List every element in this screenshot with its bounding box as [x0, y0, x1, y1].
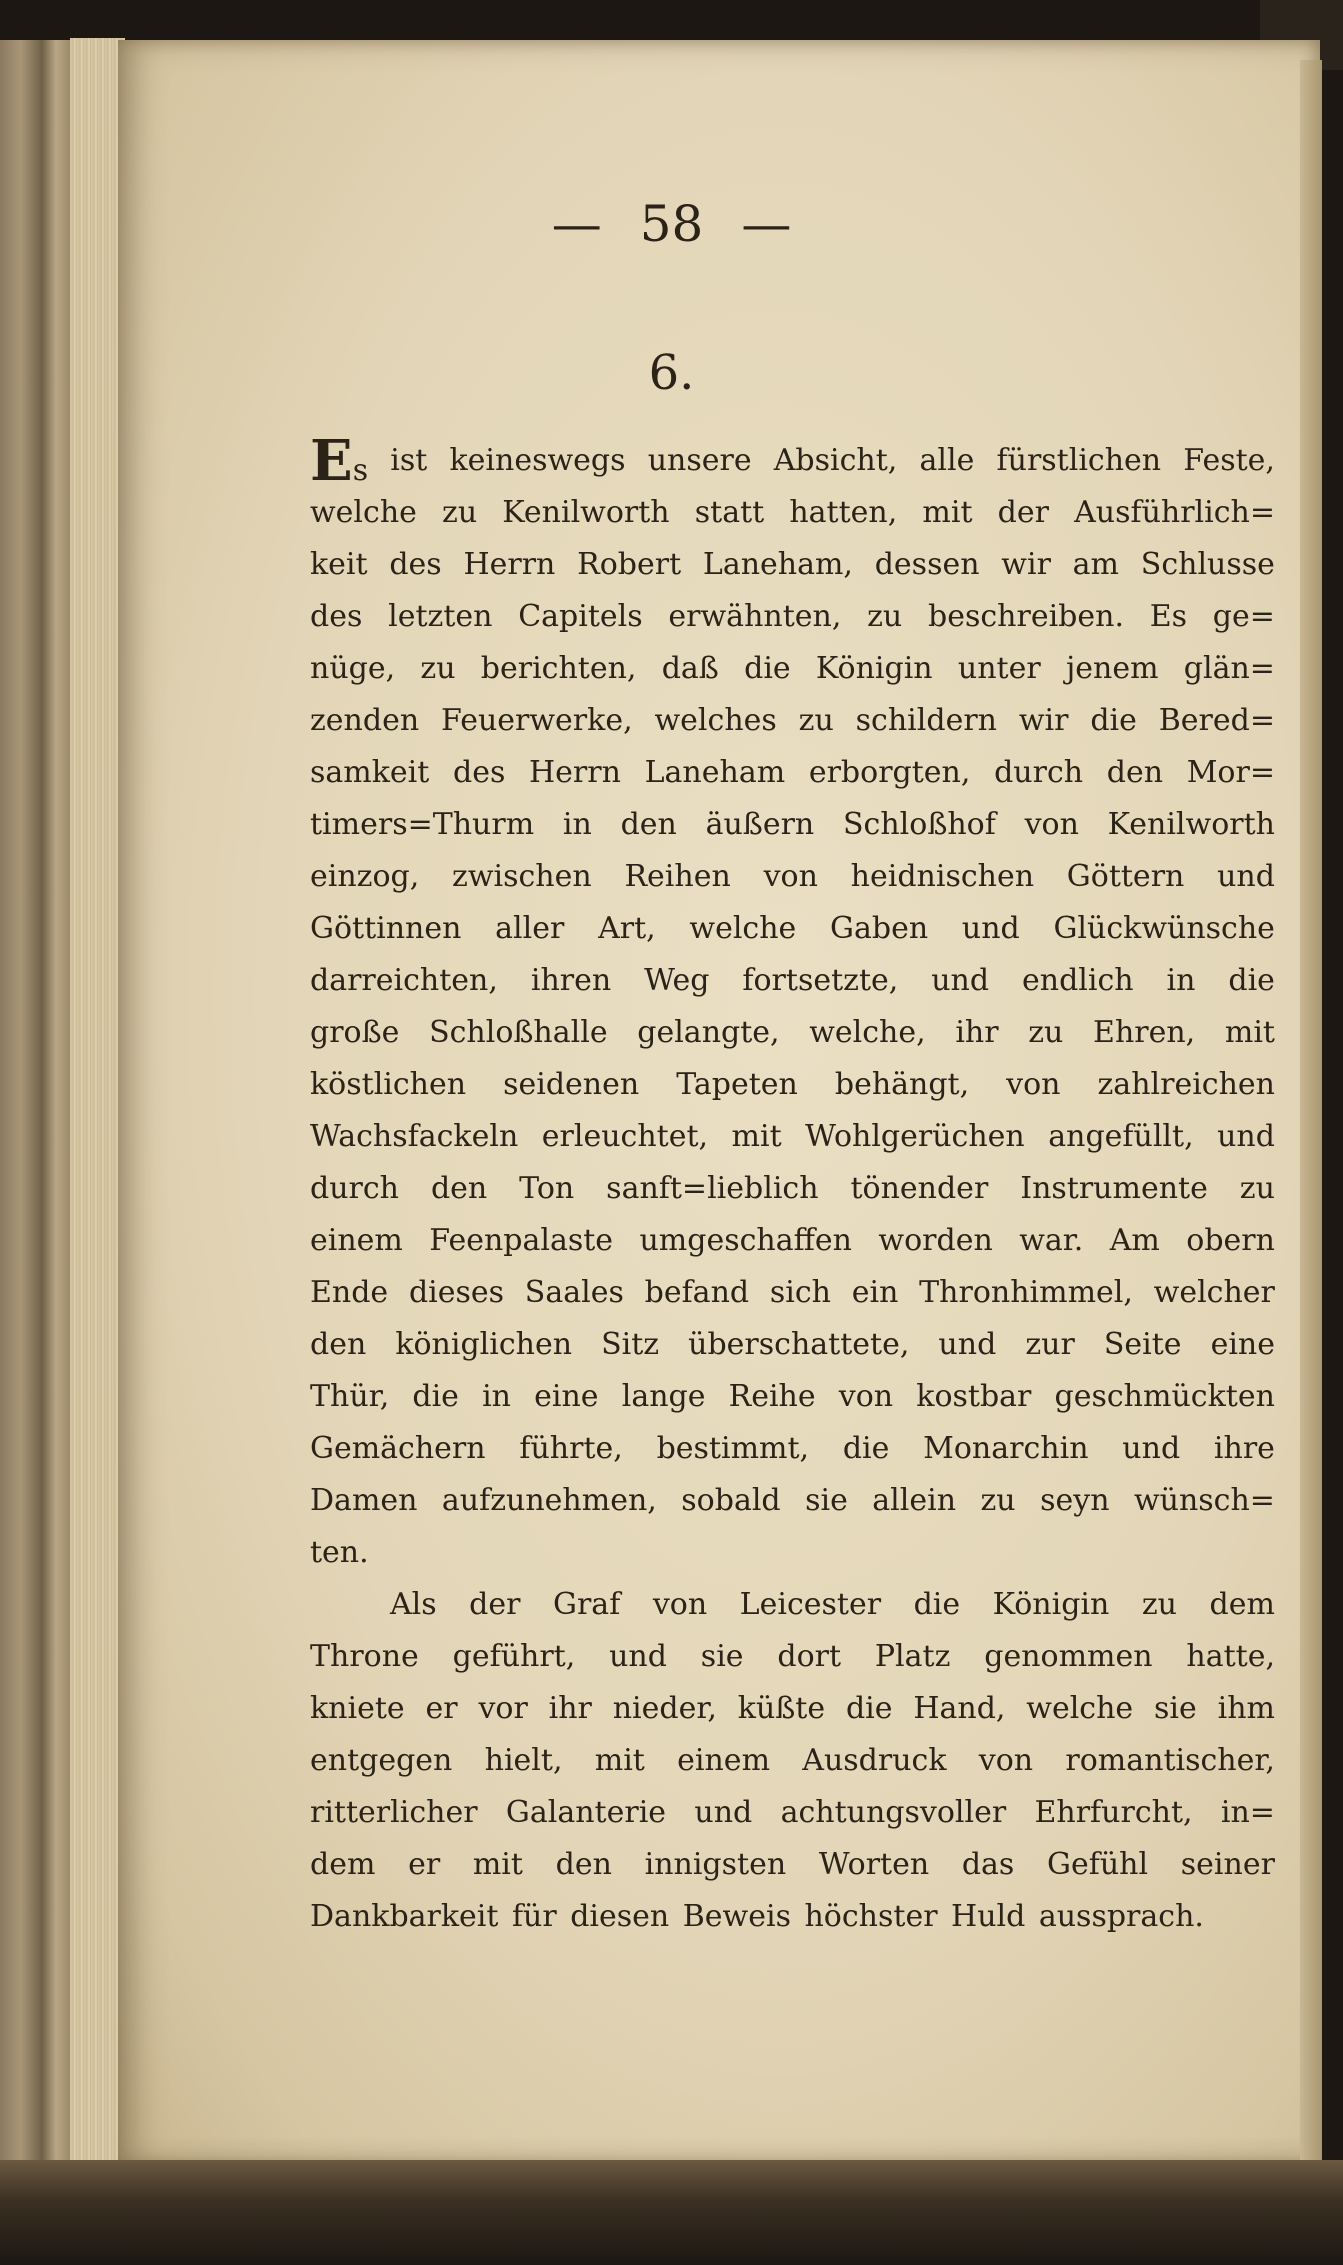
text-line: den königlichen Sitz überschattete, und zur Seite eine [310, 1327, 1275, 1362]
text-line: Throne geführt, und sie dort Platz genommen hatte, [310, 1639, 1275, 1674]
text-line: Thür, die in eine lange Reihe von kostbar geschmückten [310, 1379, 1275, 1414]
text-line: welche zu Kenilworth statt hatten, mit der Ausführlich= [310, 495, 1275, 530]
text-line: dem er mit den innigsten Worten das Gefühl seiner [310, 1847, 1275, 1882]
book-bottom-board [0, 2160, 1343, 2265]
chapter-number: 6. [648, 345, 695, 401]
text-line: einem Feenpalaste umgeschaffen worden war. Am obern [310, 1223, 1275, 1258]
text-line: Wachsfackeln erleuchtet, mit Wohlgerüchen angefüllt, und [310, 1119, 1275, 1154]
text-line: einzog, zwischen Reihen von heidnischen Göttern und [310, 859, 1275, 894]
text-line: Gemächern führte, bestimmt, die Monarchin und ihre [310, 1431, 1275, 1466]
text-line: timers=Thurm in den äußern Schloßhof von Kenilworth [310, 807, 1275, 842]
text-line: nüge, zu berichten, daß die Königin unter jenem glän= [310, 651, 1275, 686]
text-line: ritterlicher Galanterie und achtungsvoller Ehrfurcht, in= [310, 1795, 1275, 1830]
body-text [310, 428, 1275, 1943]
text-line: Als der Graf von Leicester die Königin zu dem [390, 1587, 1275, 1622]
text-line: samkeit des Herrn Laneham erborgten, durch den Mor= [310, 755, 1275, 790]
text-line: darreichten, ihren Weg fortsetzte, und endlich in die [310, 963, 1275, 998]
text-line: große Schloßhalle gelangte, welche, ihr zu Ehren, mit [310, 1015, 1275, 1050]
text-line: Ende dieses Saales befand sich ein Thronhimmel, welcher [310, 1275, 1275, 1310]
header-dash-left: — [551, 195, 602, 253]
text-line: kniete er vor ihr nieder, küßte die Hand, welche sie ihm [310, 1691, 1275, 1726]
text-line: entgegen hielt, mit einem Ausdruck von romantischer, [310, 1743, 1275, 1778]
text-line: durch den Ton sanft=lieblich tönender Instrumente zu [310, 1171, 1275, 1206]
text-line: Dankbarkeit für diesen Beweis höchster Huld aussprach. [310, 1899, 1204, 1934]
text-line: köstlichen seidenen Tapeten behängt, von zahlreichen [310, 1067, 1275, 1102]
page-header [0, 195, 1343, 253]
text-line: des letzten Capitels erwähnten, zu beschreiben. Es ge= [310, 599, 1275, 634]
text-line: Es ist keineswegs unsere Absicht, alle fürstlichen Feste, [310, 428, 1275, 494]
page-number: 58 [639, 195, 704, 253]
header-dash-right: — [741, 195, 792, 253]
text-line: Göttinnen aller Art, welche Gaben und Glückwünsche [310, 911, 1275, 946]
text-line: Damen aufzunehmen, sobald sie allein zu seyn wünsch= [310, 1483, 1275, 1518]
text-line: keit des Herrn Robert Laneham, dessen wir am Schlusse [310, 547, 1275, 582]
text-line: zenden Feuerwerke, welches zu schildern wir die Bered= [310, 703, 1275, 738]
text-line: ten. [310, 1535, 369, 1570]
